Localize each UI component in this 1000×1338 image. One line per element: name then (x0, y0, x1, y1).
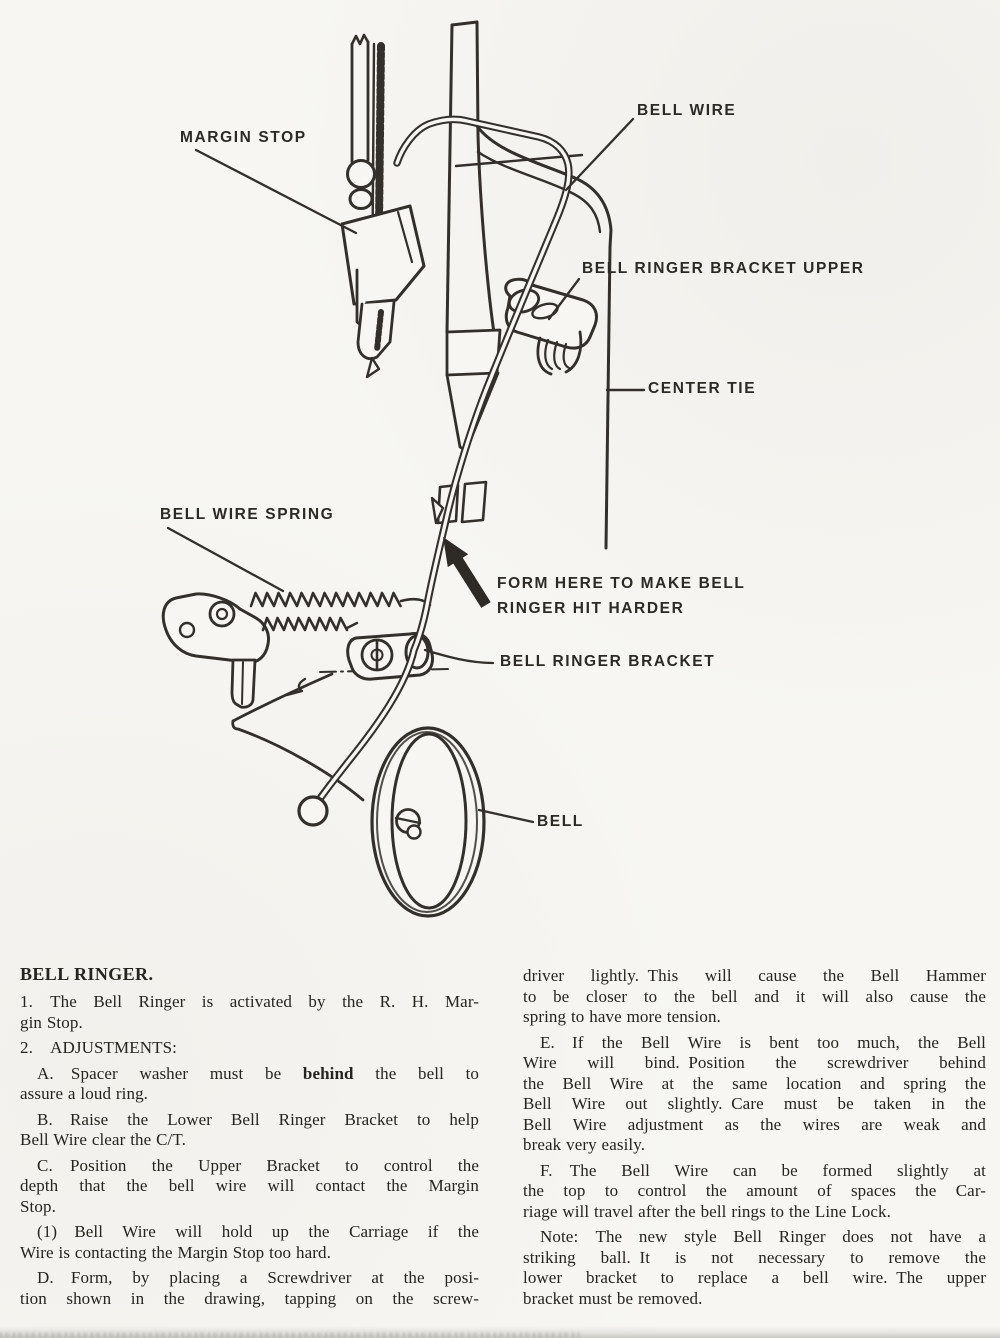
text-line: break very easily. (523, 1135, 646, 1154)
paragraph (20, 1156, 479, 1218)
paragraph (523, 1033, 986, 1156)
label-bell-ringer-bracket: BELL RINGER BRACKET (500, 653, 716, 670)
text-line: tion shown in the drawing, tapping on the screw- (20, 1288, 479, 1308)
paragraph (523, 1161, 986, 1223)
text-line: B. Raise the Lower Bell Ringer Bracket to help (37, 1109, 479, 1129)
text-line: assure a loud ring. (20, 1084, 149, 1103)
text-line: Bell Wire out slightly. Care must be taken in the (523, 1094, 986, 1113)
label-bell-wire-spring: BELL WIRE SPRING (160, 506, 335, 523)
section-heading: BELL RINGER. (20, 964, 154, 984)
text-line: the top to control the amount of spaces the Car- (523, 1181, 986, 1200)
paragraph (20, 1268, 479, 1309)
text-line: to be closer to the bell and it will also cause the (523, 986, 986, 1006)
text-line: Wire will bind. Position the screwdriver behind (523, 1053, 986, 1072)
text-line: depth that the bell wire will contact the Margin (20, 1176, 479, 1195)
text-line: Wire is contacting the Margin Stop too hard. (20, 1242, 331, 1262)
text-line: C. Position the Upper Bracket to control the (37, 1155, 479, 1175)
paragraph (20, 1222, 479, 1263)
label-bell-wire: BELL WIRE (637, 102, 737, 119)
paragraph (523, 1227, 986, 1309)
paragraph (20, 1038, 479, 1059)
label-center-tie: CENTER TIE (648, 380, 757, 397)
left-column-paragraphs (20, 992, 479, 1309)
paragraph (20, 1110, 479, 1151)
text-line: bracket must be removed. (523, 1288, 703, 1308)
label-form-here-line1: FORM HERE TO MAKE BELL (497, 575, 746, 592)
label-bell-ringer-bracket-upper: BELL RINGER BRACKET UPPER (582, 260, 865, 277)
text-line: 2. ADJUSTMENTS: (20, 1038, 177, 1057)
text-line: spring to have more tension. (523, 1007, 721, 1026)
text-line: lower bracket to replace a bell wire. The upper (523, 1268, 986, 1287)
text-line: Bell Wire adjustment as the wires are weak and (523, 1114, 986, 1134)
cut-off-text-artifact (0, 1332, 580, 1338)
text-line: 1. The Bell Ringer is activated by the R. H. Mar- (20, 992, 479, 1011)
text-line: (1) Bell Wire will hold up the Carriage if the (37, 1222, 479, 1241)
right-column (523, 966, 986, 1314)
text-line: striking ball. It is not necessary to remove the (523, 1247, 986, 1267)
text-line: Note: The new style Bell Ringer does not have a (540, 1227, 986, 1246)
label-bell: BELL (537, 813, 584, 830)
text-line: F. The Bell Wire can be formed slightly at (540, 1160, 986, 1180)
label-margin-stop: MARGIN STOP (180, 129, 307, 146)
label-form-here-line2: RINGER HIT HARDER (497, 600, 685, 617)
text-line: gin Stop. (20, 1012, 83, 1032)
text-line: A. Spacer washer must be behind the bell to (37, 1063, 480, 1083)
paragraph (20, 992, 479, 1033)
text-line: Stop. (20, 1196, 56, 1216)
paragraph (523, 966, 986, 1028)
text-line: riage will travel after the bell rings to the Line Lock. (523, 1201, 891, 1221)
text-line: driver lightly. This will cause the Bell Hammer (523, 966, 986, 985)
text-line: D. Form, by placing a Screwdriver at the posi- (37, 1268, 479, 1287)
text-line: Bell Wire clear the C/T. (20, 1130, 186, 1149)
text-line: the Bell Wire at the same location and spring the (523, 1073, 986, 1093)
left-column (20, 963, 479, 1314)
paragraph (20, 1064, 479, 1105)
text-line: E. If the Bell Wire is bent too much, the Bell (540, 1032, 986, 1052)
